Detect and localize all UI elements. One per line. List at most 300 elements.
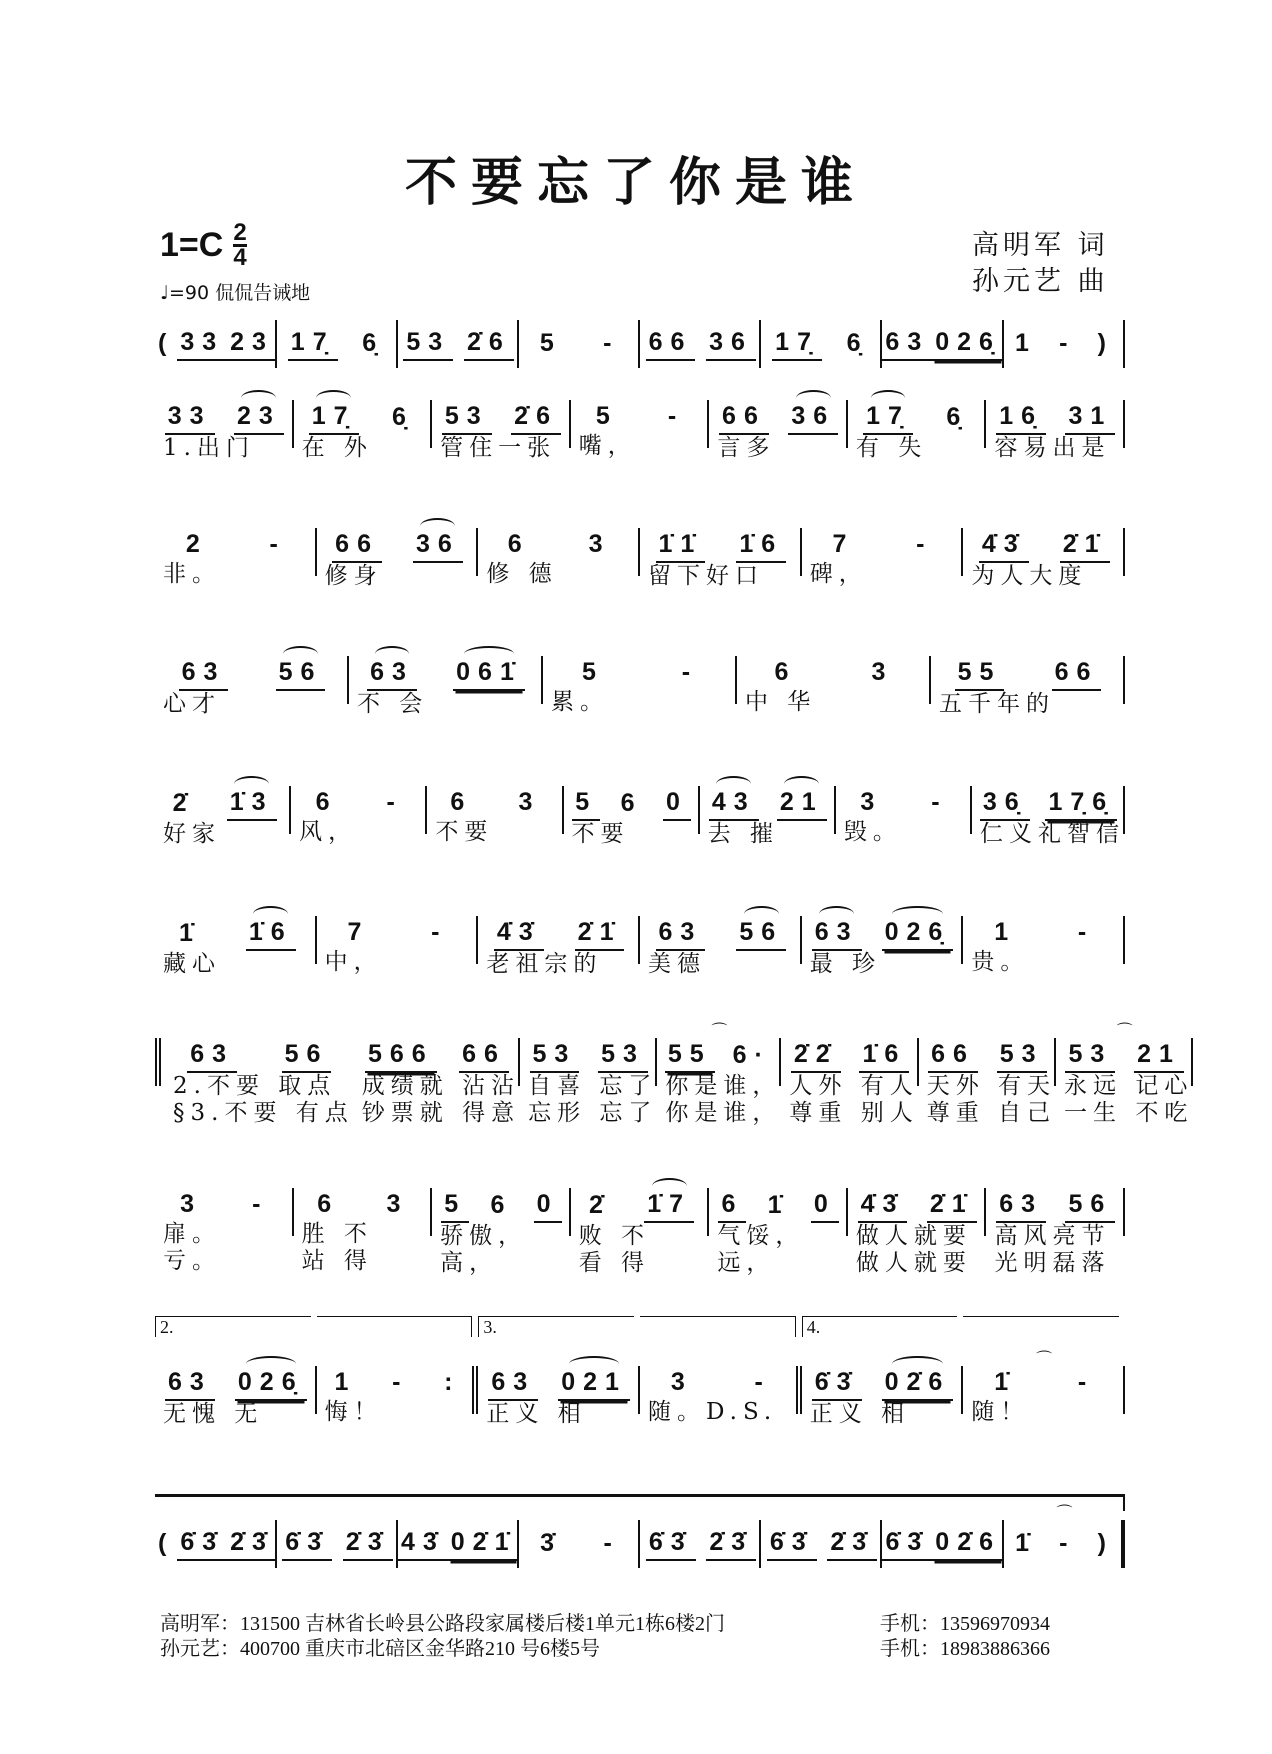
volta-bracket [478, 1316, 634, 1337]
note-group: 43̇ [398, 1528, 448, 1561]
barline [1123, 656, 1125, 704]
measure [478, 1317, 640, 1427]
measure [478, 530, 640, 587]
measure-notes [802, 1368, 964, 1401]
barline [468, 1366, 478, 1414]
measure-notes [640, 322, 761, 366]
note-group: 1̇1̇ [656, 530, 706, 563]
measure [155, 1317, 317, 1427]
contact-address: 高明军：131500 吉林省长岭县公路段家属楼后楼1单元1栋6楼2门 [160, 1613, 725, 1635]
note-group: - [754, 1368, 771, 1396]
note-group: 2̇6 [464, 328, 514, 361]
note-group: - [931, 788, 948, 816]
note-group: 36 [788, 402, 838, 435]
note-group: - [1059, 328, 1076, 357]
composer-credit: 孙元艺 曲 [972, 266, 1109, 297]
note-group: 5 [539, 328, 562, 357]
measure [155, 402, 294, 461]
measure [836, 788, 972, 845]
measure-notes [277, 322, 398, 366]
measure-notes [564, 788, 700, 821]
lyric-text: 随。D.S. [648, 1399, 778, 1425]
measure-notes [972, 788, 1125, 821]
fermata-icon: ⌒ [1036, 1351, 1053, 1368]
note-group: - [269, 530, 286, 558]
measure-notes [478, 530, 640, 561]
note-group: 6̇3̇ [177, 1528, 227, 1561]
note-group: 6 [450, 788, 473, 816]
lyric-text: 扉。 [163, 1221, 221, 1247]
key-signature [160, 219, 247, 271]
measure [709, 402, 848, 461]
note-group: 17̣ [863, 402, 913, 435]
note-group: 3 [518, 788, 541, 816]
barline [1123, 1366, 1125, 1414]
measure-notes [640, 1522, 761, 1566]
lyric-text: 管住一张 [440, 435, 557, 461]
measure [963, 918, 1125, 975]
measure [657, 1023, 782, 1126]
note-group: ( [158, 328, 175, 357]
lyric-text: 不 会 [357, 691, 429, 717]
note-group: 3 [670, 1368, 693, 1396]
measure-notes [802, 918, 964, 951]
measure [349, 658, 543, 717]
measure [294, 1190, 433, 1274]
lyric-text: 容易出是 [994, 435, 1111, 461]
note-group: 63 [187, 1040, 237, 1073]
measure [802, 1317, 964, 1427]
measure [427, 788, 563, 845]
measure-notes [640, 918, 802, 951]
note-group: 6̇3̇ [767, 1528, 817, 1561]
lyric-text: 五千年的 [939, 691, 1055, 717]
note-group: - [916, 530, 933, 558]
measure-notes [919, 1040, 1056, 1073]
lyric-text: 有 失 [855, 435, 928, 461]
contact-phone: 手机：18983886366 [880, 1638, 1050, 1660]
lyric-text: 尊重 别人 [789, 1100, 919, 1126]
note-group: 0 [534, 1190, 562, 1223]
note-group: 7 [347, 918, 370, 946]
lyric-text: 自喜 忘了 [528, 1073, 658, 1099]
note-group: 63 [488, 1368, 538, 1401]
lyric-text: 亏。 [163, 1248, 221, 1274]
lyric-text: 正义 相 [809, 1401, 910, 1427]
note-group: 21 [777, 788, 827, 821]
note-group: 3 [386, 1190, 409, 1218]
measure-notes [931, 658, 1125, 691]
measure-notes [398, 1522, 520, 1566]
measure-notes [882, 1522, 1004, 1566]
note-group: 66 [1052, 658, 1102, 691]
note-group: 1 [994, 918, 1017, 946]
lyric-text: 一生 不吃 [1064, 1100, 1194, 1126]
note-group: 566 [365, 1040, 437, 1073]
measure-notes [1004, 322, 1125, 366]
measure-notes [848, 1190, 987, 1223]
measure [709, 1190, 848, 1276]
note-group: 3 [860, 788, 883, 816]
note-group: 1 [334, 1368, 357, 1396]
lyric-text: 悔！ [324, 1399, 383, 1425]
measure-line [155, 530, 1125, 589]
note-group: 1̇ [1015, 1528, 1037, 1557]
note-group: 2̇3̇ [227, 1528, 277, 1561]
note-group: 63 [996, 1190, 1046, 1223]
lyricist-credit: 高明军 词 [972, 230, 1109, 261]
lyric-text: 藏心 [163, 951, 221, 977]
note-group: 6 [317, 1190, 340, 1218]
contact-line [160, 1612, 1050, 1637]
measure [737, 658, 931, 715]
measure-notes [291, 788, 427, 819]
measure-notes [427, 788, 563, 819]
note-group: 53 [997, 1040, 1047, 1073]
measure [848, 1190, 987, 1276]
barline [1123, 320, 1125, 368]
lyric-text: 永远 记心 [1064, 1073, 1194, 1099]
note-group: 1̇6 [859, 1040, 909, 1073]
note-group: 5 [595, 402, 618, 430]
measure [571, 402, 710, 459]
measure [519, 322, 640, 366]
measure-notes [155, 918, 317, 951]
measure [963, 530, 1125, 589]
lyric-text: 心才 [163, 691, 221, 717]
measure [520, 1040, 658, 1126]
note-group: 1̇7 [644, 1190, 694, 1223]
lyric-text: 好家 [163, 821, 221, 847]
note-group: 6̣ [362, 328, 385, 357]
measure [317, 1368, 479, 1425]
lyric-text: 不要 [571, 821, 630, 847]
note-group: 1̇ [994, 1368, 1017, 1396]
note-group: 1 [1015, 328, 1037, 357]
measure [155, 1040, 354, 1126]
staff-row [155, 1023, 1194, 1126]
note-group: - [431, 918, 448, 946]
note-group: 02̇6 [882, 1368, 954, 1401]
measure [155, 788, 291, 847]
note-group: 23 [234, 402, 284, 435]
note-group: 7 [832, 530, 855, 558]
note-group: 53 [598, 1040, 648, 1073]
note-group: 6 [620, 789, 643, 817]
lyric-text: 2.不要 取点 [173, 1073, 337, 1099]
staff-row [155, 1505, 1125, 1566]
note-group: 6̇3̇ [282, 1528, 332, 1561]
note-group: 55 [665, 1040, 715, 1073]
measure [432, 402, 571, 461]
fermata-icon: ⌒ [1056, 1505, 1073, 1522]
measure [640, 918, 802, 977]
note-group: 02̇1̇ [448, 1528, 520, 1561]
measure-notes [478, 918, 640, 951]
measure-notes [155, 1522, 277, 1566]
lyric-text: 光明磊落 [994, 1250, 1111, 1276]
staff-row [155, 322, 1125, 366]
measure-notes [1004, 1505, 1125, 1566]
lyric-text: 气馁， [717, 1223, 805, 1249]
note-group: 56 [276, 658, 326, 691]
measure-notes [155, 1368, 317, 1401]
note-group: 17̣ [288, 328, 338, 361]
lyric-text: 中， [324, 949, 383, 975]
note-group: ( [158, 1528, 175, 1557]
lyric-text: 胜 不 [301, 1221, 373, 1247]
note-group: 6̇3̇ [882, 1528, 932, 1561]
measure [155, 530, 317, 587]
measure [640, 1368, 802, 1425]
lyric-text: 你是谁， [665, 1100, 782, 1126]
lyric-text: 忘形 忘了 [528, 1100, 658, 1126]
measure-notes [963, 1351, 1125, 1399]
measure-notes [986, 1190, 1125, 1223]
measure-notes [882, 322, 1004, 366]
measure [848, 402, 987, 461]
contact-footer [160, 1612, 1050, 1662]
lyric-text: 中 华 [745, 689, 817, 715]
measure-notes [571, 1190, 710, 1223]
note-group: - [1077, 918, 1095, 946]
measure-notes [277, 1522, 398, 1566]
measure [432, 1190, 571, 1276]
note-group: 53 [1065, 1040, 1115, 1073]
note-group: 6 [718, 1190, 746, 1223]
lyric-text: 嘴， [578, 433, 637, 459]
lyric-text: 修 德 [486, 561, 558, 587]
contact-phone: 手机：13596970934 [880, 1613, 1050, 1635]
note-group: 63 [179, 658, 229, 691]
measure-notes [571, 402, 710, 433]
measure-notes [317, 918, 479, 949]
note-group: 43 [709, 788, 759, 821]
note-group: 33 [165, 402, 215, 435]
lyric-text: 远， [717, 1250, 776, 1276]
note-group: 17̣6̣ [1045, 788, 1117, 821]
measure-notes [155, 1190, 294, 1221]
measure-notes [317, 530, 479, 563]
note-group: 6 [315, 788, 338, 816]
note-group: 6̇3̇ [646, 1528, 696, 1561]
lyric-text: 修身 [324, 563, 383, 589]
lyric-text: 贵。 [971, 949, 1030, 975]
measure [398, 1522, 520, 1566]
note-group: 66 [928, 1040, 978, 1073]
measure-notes [432, 402, 571, 435]
measure-notes [520, 1040, 657, 1073]
barline [1191, 1038, 1193, 1086]
measure-notes [848, 402, 987, 435]
measure-line [155, 658, 1125, 717]
measure [155, 1190, 294, 1274]
note-group: 5 [572, 788, 600, 821]
measure-notes [700, 788, 836, 821]
measure-notes [294, 402, 433, 435]
measure-notes [155, 402, 294, 435]
note-group: 026̣ [882, 918, 954, 951]
measure [155, 918, 317, 977]
note-group: - [252, 1190, 269, 1218]
lyric-text: 为人大度 [971, 563, 1088, 589]
lyric-text: 仁义礼智信 [980, 821, 1126, 847]
measure-notes [155, 530, 317, 561]
lyric-text: 非。 [163, 561, 221, 587]
note-group: : [444, 1368, 461, 1396]
note-group: 0 [663, 788, 691, 821]
note-group: 56 [736, 918, 786, 951]
measure [294, 402, 433, 461]
lyric-text: 无愧 无 [163, 1401, 264, 1427]
note-group: 63 [367, 658, 417, 691]
note-group: 026̣ [932, 328, 1004, 361]
lyric-text: 骄傲， [440, 1223, 528, 1249]
note-group: 66 [719, 402, 769, 435]
measure-notes [737, 658, 931, 689]
time-sig-top: 2 [233, 219, 247, 246]
measure-notes [709, 1190, 848, 1223]
note-group: 2̇1̇ [927, 1190, 977, 1223]
note-group: 2̇6 [511, 402, 561, 435]
note-group: - [1077, 1368, 1095, 1396]
note-group: 6̣ [846, 328, 869, 357]
measure [564, 788, 700, 847]
contact-address: 孙元艺：400700 重庆市北碚区金华路210 号6楼5号 [160, 1638, 600, 1660]
measure [1004, 322, 1125, 366]
measure-notes [709, 402, 848, 435]
measure-notes [761, 322, 882, 366]
time-sig-bottom: 4 [233, 244, 247, 271]
volta-bracket [155, 1316, 311, 1337]
note-group: 21 [1134, 1040, 1184, 1073]
note-group: 3̇ [540, 1528, 563, 1557]
note-group: 53 [403, 328, 453, 361]
lyric-text: 言多 [717, 435, 776, 461]
note-group: 6· [732, 1041, 771, 1069]
key-label: 1=C [160, 226, 224, 264]
measure [931, 658, 1125, 717]
measure [972, 788, 1126, 847]
measure [802, 918, 964, 977]
measure [317, 530, 479, 589]
measure [155, 1522, 277, 1566]
note-group: 36 [413, 530, 463, 563]
note-group: 6̇3̇ [812, 1368, 862, 1401]
measure-notes [519, 322, 640, 366]
lyric-text: 做人就要 [855, 1223, 972, 1249]
measure-notes [432, 1190, 571, 1223]
barline [1123, 528, 1125, 576]
note-group: - [603, 328, 620, 357]
staff-row [155, 1190, 1125, 1276]
measure-notes [802, 530, 964, 561]
lyric-text: 钞票就 得意 [361, 1100, 521, 1126]
measure [354, 1040, 521, 1126]
note-group: 53 [530, 1040, 580, 1073]
measure-notes [657, 1023, 781, 1073]
measure-notes [761, 1522, 882, 1566]
note-group: 2̇ [172, 789, 195, 817]
note-group: 1̇6 [246, 918, 296, 951]
note-group: 2̇2̇ [791, 1040, 841, 1073]
barline [1123, 1188, 1125, 1236]
note-group: 6 [507, 530, 530, 558]
note-group: - [603, 1528, 620, 1557]
lyric-text: 去 摧 [707, 821, 779, 847]
note-group: 16̣ [996, 402, 1046, 435]
note-group: 53 [442, 402, 492, 435]
lyric-text: 不要 [435, 819, 494, 845]
note-group: 021 [558, 1368, 630, 1401]
note-group: 66 [646, 328, 696, 361]
measure-notes [963, 918, 1125, 949]
volta-bracket [802, 1316, 958, 1337]
volta-label: 4. [806, 1317, 821, 1337]
note-group: - [392, 1368, 409, 1396]
measure [543, 658, 737, 715]
measure-line [155, 788, 1126, 847]
lyric-text: 风， [299, 819, 358, 845]
time-signature [233, 219, 247, 271]
note-group: 3 [871, 658, 894, 686]
volta-label: 2. [160, 1317, 174, 1337]
lyric-text: 最 珍 [809, 951, 881, 977]
note-group: 6 [774, 658, 797, 686]
staff-row [155, 1317, 1125, 1427]
lyric-text: §3.不要 有点 [173, 1100, 354, 1126]
note-group: 1̇6 [736, 530, 786, 563]
measure [882, 322, 1004, 366]
staff-row [155, 530, 1125, 589]
note-group: 17̣ [772, 328, 822, 361]
lyric-text: 人外 有人 [789, 1073, 919, 1099]
measure [317, 918, 479, 975]
lyric-text: 站 得 [301, 1248, 373, 1274]
lyric-text: 1.出门 [163, 435, 255, 461]
measure [155, 322, 277, 366]
note-group: 6̣ [946, 403, 969, 431]
lyric-text: 碑， [809, 561, 868, 587]
lyric-text: 留下好口 [648, 563, 765, 589]
measure [761, 1522, 882, 1566]
lyric-text: 正义 相 [486, 1401, 587, 1427]
measure-notes [640, 1368, 802, 1399]
lyric-text: 败 不 [578, 1223, 651, 1249]
note-group: 33 [177, 328, 227, 361]
barline [1123, 400, 1125, 448]
measure-notes [781, 1040, 918, 1073]
measure-notes [317, 1368, 479, 1399]
measure-line [155, 322, 1125, 366]
note-group: 3 [588, 530, 611, 558]
lyric-text: 天外 有天 [926, 1073, 1057, 1099]
measure [761, 322, 882, 366]
measure-notes [354, 1040, 520, 1073]
measure-line [155, 918, 1125, 977]
ending-bracket-line [155, 1494, 1125, 1511]
note-group: 63 [656, 918, 706, 951]
lyric-text: 你是谁， [665, 1073, 782, 1099]
measure-notes [398, 322, 519, 366]
barline [1123, 786, 1125, 834]
lyric-text: 累。 [551, 689, 609, 715]
measure-notes [478, 1368, 640, 1401]
contact-line [160, 1637, 1050, 1662]
measure [882, 1522, 1004, 1566]
note-group: 6̣ [392, 403, 414, 431]
measure [986, 1190, 1125, 1276]
